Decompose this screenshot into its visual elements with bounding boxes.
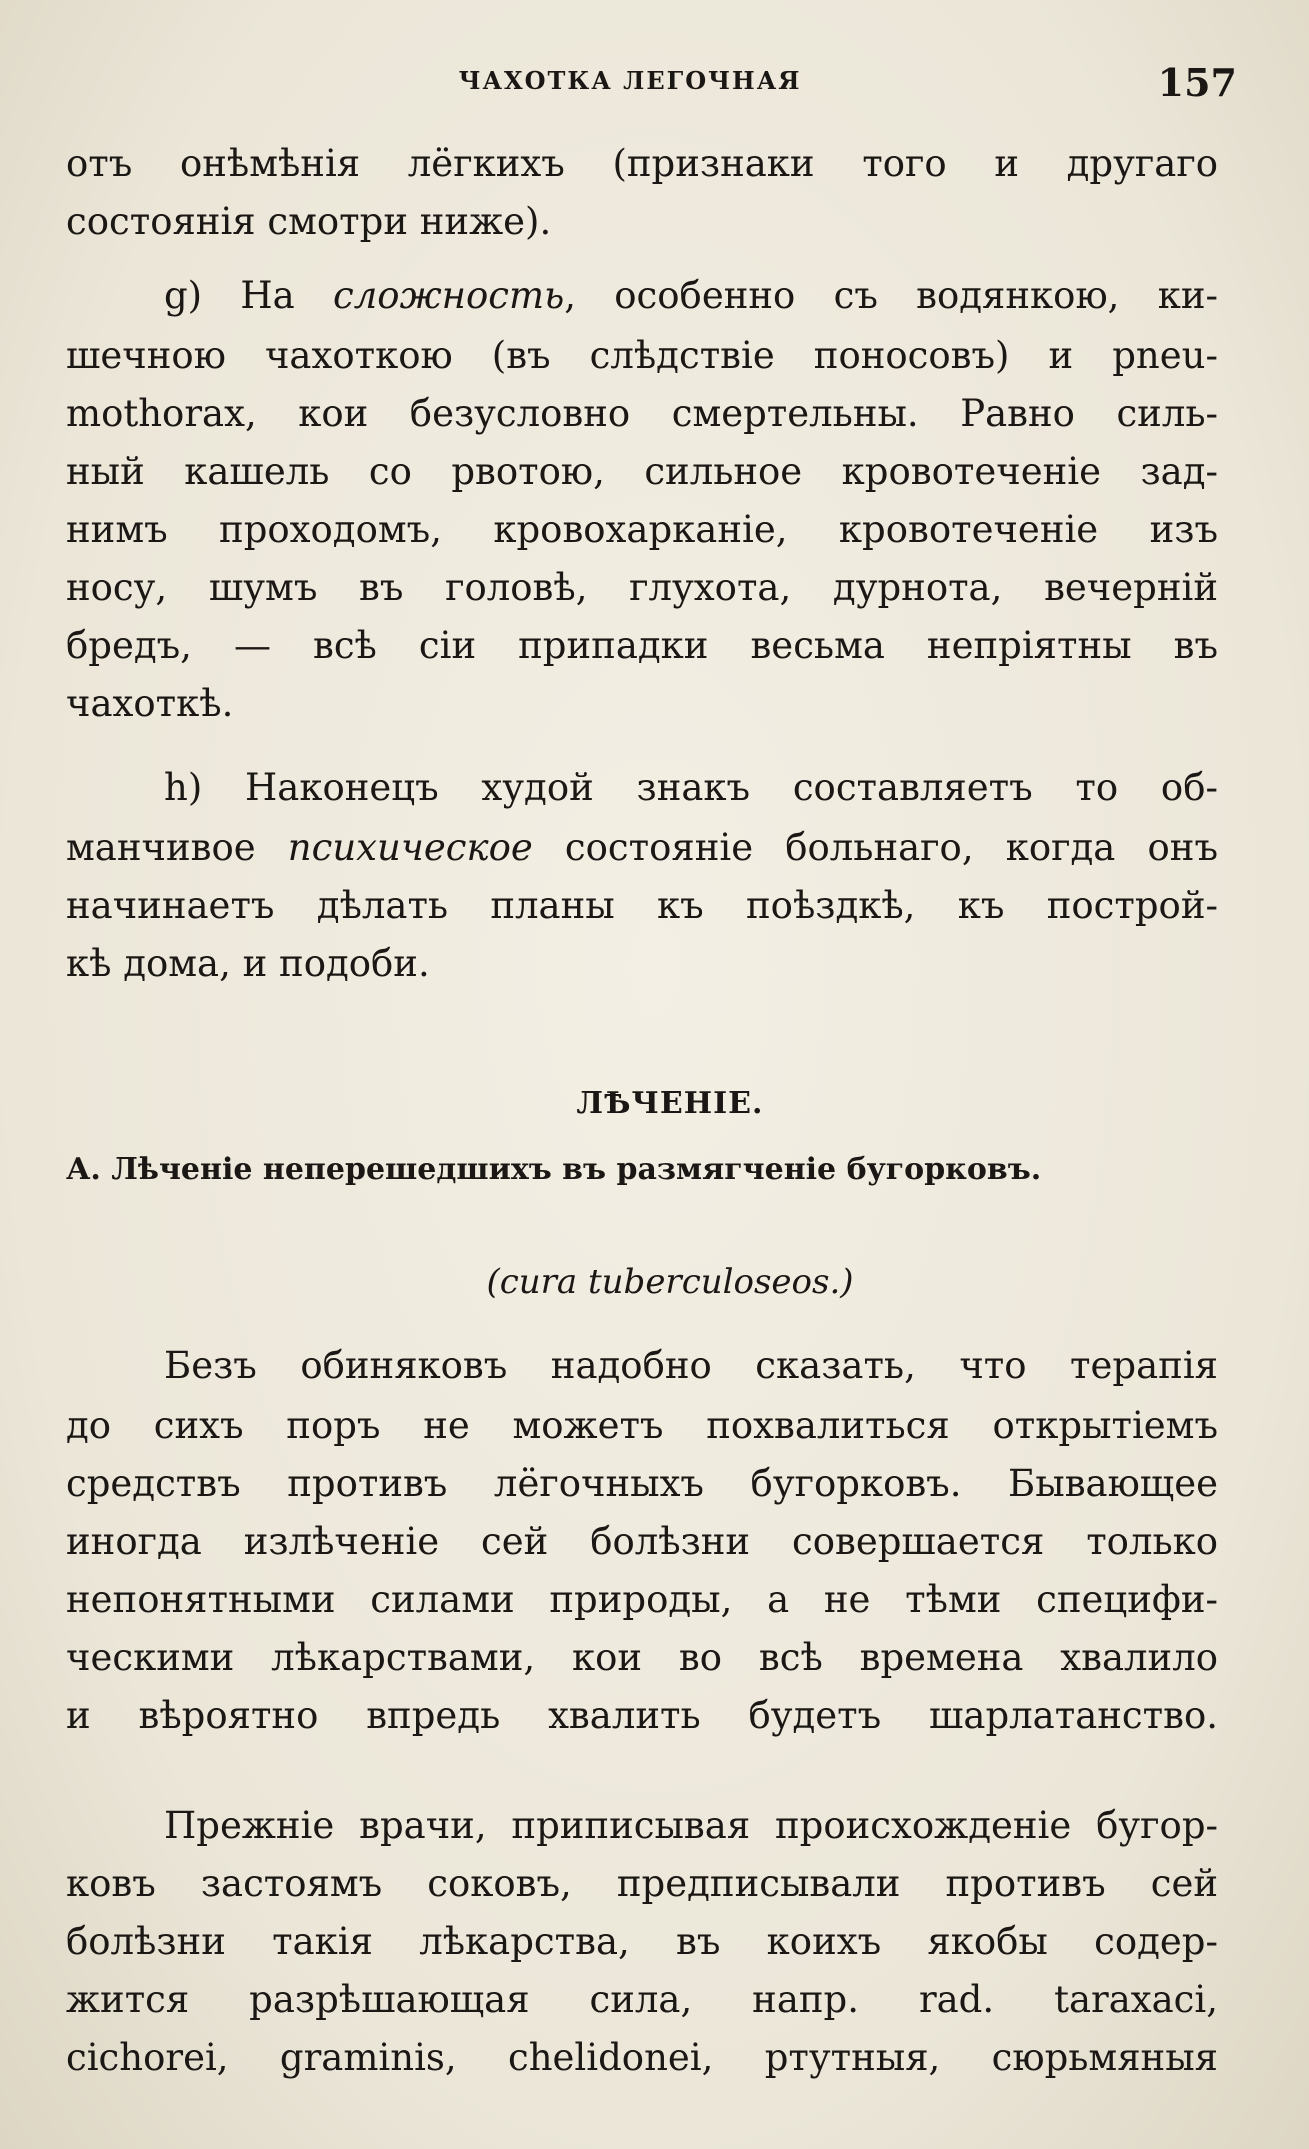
latin-subtitle: (cura tuberculoseos.): [486, 1262, 854, 1302]
section-heading: ЛѢЧЕНІЕ.: [576, 1086, 764, 1121]
text-line: g) На сложность, особенно съ водянкою, ки-: [164, 274, 1218, 317]
text-line: до сихъ поръ не можетъ похвалиться открытіемъ: [66, 1404, 1218, 1447]
text-line: шечною чахоткою (въ слѣдствіе поносовъ) и pneu-: [66, 334, 1218, 377]
emphasis-term: сложность: [333, 274, 565, 317]
text-line: средствъ противъ лёгочныхъ бугорковъ. Бывающее: [66, 1462, 1218, 1505]
text-line: cichorei, graminis, chelidonei, ртутныя, сюрьмяныя: [66, 2036, 1218, 2079]
text-line: чахоткѣ.: [66, 682, 234, 725]
text-line: непонятными силами природы, а не тѣми специфи-: [66, 1578, 1218, 1621]
emphasis-term: психическое: [287, 826, 533, 869]
text-line: бредъ, — всѣ сіи припадки весьма непріятны въ: [66, 624, 1218, 667]
text-line: кѣ дома, и подоби.: [66, 942, 430, 985]
text-line: ческими лѣкарствами, кои во всѣ времена хвалило: [66, 1636, 1218, 1679]
text-line: h) Наконецъ худой знакъ составляетъ то об-: [164, 766, 1218, 809]
text-line: ковъ застоямъ соковъ, предписывали противъ сей: [66, 1862, 1218, 1905]
page-number: 157: [1157, 60, 1237, 105]
text-line: и вѣроятно впредь хвалить будетъ шарлатанство.: [66, 1694, 1218, 1737]
text-line: иногда излѣченіе сей болѣзни совершается только: [66, 1520, 1218, 1563]
text-line: нимъ проходомъ, кровохарканіе, кровотеченіе изъ: [66, 508, 1218, 551]
text-line: манчивое психическое состояніе больнаго, когда онъ: [66, 826, 1218, 869]
text-line: носу, шумъ въ головѣ, глухота, дурнота, вечерній: [66, 566, 1218, 609]
text-line: Безъ обиняковъ надобно сказать, что терапія: [164, 1344, 1218, 1387]
subsection-heading: А. Лѣченіе неперешедшихъ въ размягченіе бугорковъ.: [66, 1152, 1042, 1187]
text-line: жится разрѣшающая сила, напр. rad. taraxaci,: [66, 1978, 1218, 2021]
text-line: mothorax, кои безусловно смертельны. Равно силь-: [66, 392, 1218, 435]
page-header: [0, 60, 1309, 116]
running-title: ЧАХОТКА ЛЕГОЧНАЯ: [458, 66, 802, 95]
text-line: ный кашель со рвотою, сильное кровотеченіе зад-: [66, 450, 1218, 493]
text-line: отъ онѣмѣнія лёгкихъ (признаки того и другаго: [66, 142, 1218, 185]
text-line: болѣзни такія лѣкарства, въ коихъ якобы содер-: [66, 1920, 1218, 1963]
text-line: Прежніе врачи, приписывая происхожденіе бугор-: [164, 1804, 1218, 1847]
text-line: начинаетъ дѣлать планы къ поѣздкѣ, къ построй-: [66, 884, 1218, 927]
text-line: состоянія смотри ниже).: [66, 200, 552, 243]
